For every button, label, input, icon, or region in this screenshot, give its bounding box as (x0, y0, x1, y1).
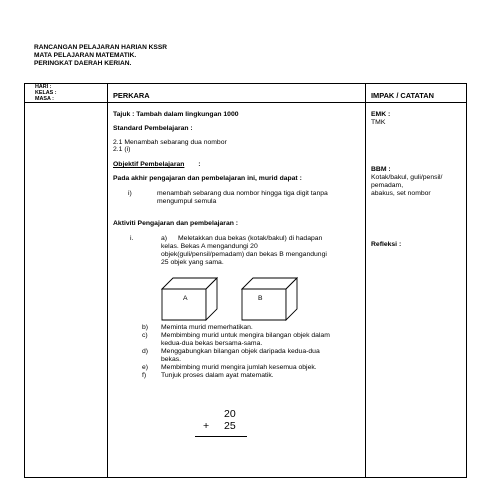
hari-label: HARI : (35, 84, 52, 90)
sum-bottom-number: 25 (224, 420, 236, 432)
hari-kelas-masa-label (35, 85, 57, 102)
objective-number: i) (128, 190, 132, 197)
standard-line-2: 2.1 (i) (113, 146, 131, 153)
bbm-title: BBM : (371, 166, 391, 173)
objektif-title (113, 161, 201, 169)
document-header (34, 44, 167, 69)
column-divider-left (107, 84, 108, 477)
masa-label: MASA : (35, 95, 54, 102)
objektif-intro: Pada akhir pengajaran dan pembelajaran ini, murid dapat : (113, 175, 302, 182)
objective-line-2: mengumpul semula (157, 198, 217, 205)
step-b-line-1: Meminta murid memerhatikan. (161, 324, 253, 331)
container-a-label: A (183, 295, 188, 302)
header-subject: MATA PELAJARAN MATEMATIK. (34, 52, 137, 60)
step-d-label: d) (142, 348, 149, 355)
sum-plus-sign: + (203, 420, 210, 432)
kelas-label: KELAS : (35, 89, 57, 96)
standard-title: Standard Pembelajaran : (113, 125, 193, 132)
step-e-label: e) (142, 364, 149, 371)
step-a-label: a) (161, 235, 168, 242)
sum-top-number: 20 (224, 408, 236, 420)
step-b-label: b) (142, 324, 149, 331)
container-a-box (161, 277, 219, 321)
header-row-divider (25, 102, 466, 103)
container-b-label: B (258, 295, 263, 302)
step-a-line-4: 25 objek yang sama. (161, 259, 224, 266)
refleksi-title: Refleksi : (371, 241, 402, 248)
impak-column-header: IMPAK / CATATAN (371, 91, 434, 100)
step-a-line-2: kelas. Bekas A mengandungi 20 (161, 243, 258, 250)
container-b-box (241, 277, 299, 321)
step-a-line-3: objek(guli/pensil/pemadam) dan bekas B mengandungi (161, 251, 327, 258)
perkara-column-header: PERKARA (113, 91, 150, 100)
emk-value: TMK (371, 119, 386, 126)
sum-underline (195, 436, 247, 437)
bbm-line-3: abakus, set nombor (371, 190, 431, 197)
objektif-colon: : (198, 161, 201, 168)
step-number: i. (130, 235, 134, 242)
step-c-label: c) (142, 332, 148, 339)
step-c-line-1: Membimbing murid untuk mengira bilangan objek dalam (161, 332, 330, 339)
column-divider-right (365, 84, 366, 477)
tajuk: Tajuk : Tambah dalam lingkungan 1000 (113, 111, 239, 118)
aktiviti-title: Aktiviti Pengajaran dan pembelajaran : (113, 220, 239, 227)
step-a-line-1: Meletakkan dua bekas (kotak/bakul) di hadapan (178, 235, 323, 242)
objektif-title-text: Objektif Pembelajaran (113, 161, 185, 168)
bbm-line-2: pemadam, (371, 182, 404, 189)
step-f-line-1: Tunjuk proses dalam ayat matematik. (161, 372, 274, 379)
step-d-line-1: Menggabungkan bilangan objek daripada kedua-dua (161, 348, 320, 355)
step-f-label: f) (142, 372, 147, 379)
step-e-line-1: Membimbing murid mengira jumlah kesemua objek. (161, 364, 317, 371)
objective-line-1: menambah sebarang dua nombor hingga tiga digit tanpa (157, 190, 328, 197)
step-c-line-2: kedua-dua bekas bersama-sama. (161, 340, 263, 347)
bbm-line-1: Kotak/bakul, guli/pensil/ (371, 174, 443, 181)
standard-line-1: 2.1 Menambah sebarang dua nombor (113, 139, 227, 146)
step-d-line-2: bekas. (161, 356, 182, 363)
lesson-plan-table (24, 83, 467, 478)
header-level: PERINGKAT DAERAH KERIAN. (34, 60, 132, 68)
emk-title: EMK : (371, 111, 391, 118)
header-title: RANCANGAN PELAJARAN HARIAN KSSR (34, 44, 167, 51)
